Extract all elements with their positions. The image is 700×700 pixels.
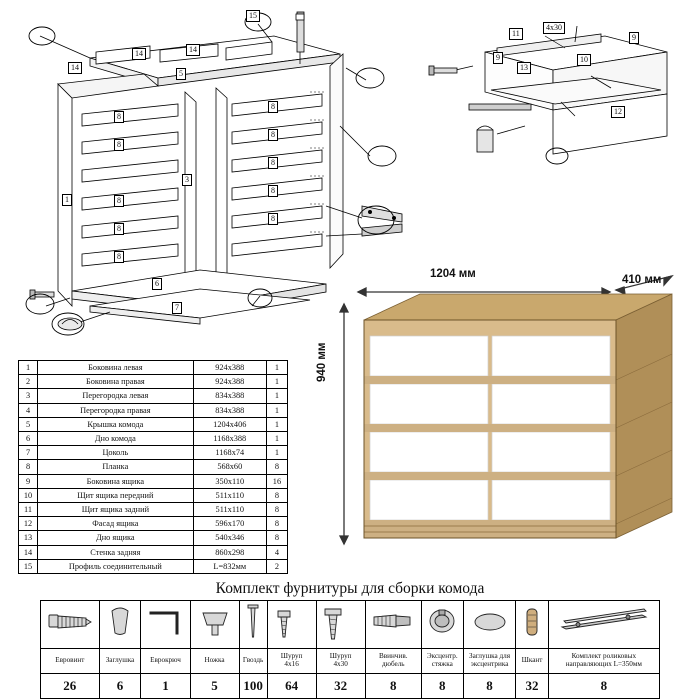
part-number: 9 <box>19 474 38 488</box>
part-name: Фасад ящика <box>38 517 194 531</box>
part-size: 540х346 <box>193 531 266 545</box>
part-number: 10 <box>19 488 38 502</box>
table-row <box>19 417 288 431</box>
table-row <box>19 375 288 389</box>
part-number: 15 <box>19 559 38 573</box>
nail-icon <box>239 601 267 649</box>
table-row <box>19 531 288 545</box>
part-number: 3 <box>19 389 38 403</box>
part-qty: 8 <box>266 503 287 517</box>
part-qty: 16 <box>266 474 287 488</box>
table-row <box>19 474 288 488</box>
drawer-callout-screw: 4х30 <box>543 22 565 34</box>
drawer-detail-diagram <box>425 6 690 171</box>
drawer-callout-11: 11 <box>509 28 523 40</box>
part-name: Планка <box>38 460 194 474</box>
part-number: 13 <box>19 531 38 545</box>
table-row <box>19 517 288 531</box>
part-size: 860х298 <box>193 545 266 559</box>
part-qty: 4 <box>266 545 287 559</box>
hardware-name: Шкант <box>516 649 548 674</box>
hardware-count: 8 <box>548 674 659 699</box>
part-name: Боковина левая <box>38 361 194 375</box>
part-size: L=832мм <box>193 559 266 573</box>
part-callout-8-a: 8 <box>114 111 124 123</box>
part-callout-14-mid: 14 <box>132 48 146 60</box>
hardware-name: Ножка <box>190 649 239 674</box>
hardware-name: Заглушка <box>99 649 141 674</box>
part-number: 6 <box>19 432 38 446</box>
euroscrew-icon <box>41 601 100 649</box>
allen-key-icon <box>141 601 190 649</box>
part-number: 4 <box>19 403 38 417</box>
hardware-count: 100 <box>239 674 267 699</box>
table-row <box>19 389 288 403</box>
hardware-name: Евровинт <box>41 649 100 674</box>
hardware-name: Шуруп 4х30 <box>316 649 365 674</box>
hardware-count: 8 <box>421 674 463 699</box>
part-size: 596х170 <box>193 517 266 531</box>
hardware-count: 26 <box>41 674 100 699</box>
part-name: Боковина правая <box>38 375 194 389</box>
product-dimensions-figure <box>316 262 692 572</box>
part-qty: 1 <box>266 446 287 460</box>
part-qty: 1 <box>266 361 287 375</box>
hardware-table <box>40 600 660 699</box>
part-qty: 1 <box>266 432 287 446</box>
hardware-name: Заглушка для эксцентрика <box>463 649 516 674</box>
part-callout-7: 7 <box>172 302 182 314</box>
table-row <box>19 460 288 474</box>
drawer-callout-9-left: 9 <box>493 52 503 64</box>
part-name: Цоколь <box>38 446 194 460</box>
part-name: Перегородка правая <box>38 403 194 417</box>
hardware-count: 5 <box>190 674 239 699</box>
part-qty: 1 <box>266 417 287 431</box>
part-callout-8-b: 8 <box>114 139 124 151</box>
part-name: Щит ящика задний <box>38 503 194 517</box>
hardware-name: Гвоздь <box>239 649 267 674</box>
part-number: 5 <box>19 417 38 431</box>
hardware-count: 64 <box>267 674 316 699</box>
part-callout-3: 3 <box>182 174 192 186</box>
part-callout-8-f: 8 <box>268 101 278 113</box>
dimension-depth-label: 410 мм <box>622 274 662 286</box>
parts-table <box>18 360 288 574</box>
part-name: Дно комода <box>38 432 194 446</box>
screw-4x30-icon <box>316 601 365 649</box>
table-row <box>19 446 288 460</box>
hardware-count: 8 <box>365 674 421 699</box>
slide-set-icon <box>548 601 659 649</box>
hardware-count: 32 <box>316 674 365 699</box>
table-row <box>19 488 288 502</box>
drawer-callout-12: 12 <box>611 106 625 118</box>
hardware-section-title: Комплект фурнитуры для сборки комода <box>215 580 485 597</box>
dowel-icon <box>516 601 548 649</box>
drawer-callout-13: 13 <box>517 62 531 74</box>
hardware-count: 1 <box>141 674 190 699</box>
part-size: 511х110 <box>193 503 266 517</box>
part-size: 834х388 <box>193 403 266 417</box>
part-callout-8-g: 8 <box>268 129 278 141</box>
table-row <box>19 545 288 559</box>
hardware-count: 8 <box>463 674 516 699</box>
table-row <box>19 432 288 446</box>
part-callout-8-i: 8 <box>268 185 278 197</box>
part-number: 8 <box>19 460 38 474</box>
hardware-count: 32 <box>516 674 548 699</box>
part-qty: 8 <box>266 517 287 531</box>
part-name: Крышка комода <box>38 417 194 431</box>
table-row <box>19 403 288 417</box>
part-callout-8-h: 8 <box>268 157 278 169</box>
hardware-count: 6 <box>99 674 141 699</box>
part-name: Профиль соединительный <box>38 559 194 573</box>
part-number: 2 <box>19 375 38 389</box>
hardware-name: Эксцентр. стяжка <box>421 649 463 674</box>
part-qty: 8 <box>266 488 287 502</box>
part-number: 12 <box>19 517 38 531</box>
part-name: Дно ящика <box>38 531 194 545</box>
hardware-name: Ввинчив. дюбель <box>365 649 421 674</box>
part-size: 350х110 <box>193 474 266 488</box>
part-callout-8-j: 8 <box>268 213 278 225</box>
part-number: 11 <box>19 503 38 517</box>
drawer-callout-10: 10 <box>577 54 591 66</box>
hardware-name: Шуруп 4х16 <box>267 649 316 674</box>
table-row <box>19 361 288 375</box>
dowel-screw-icon <box>365 601 421 649</box>
part-number: 14 <box>19 545 38 559</box>
part-qty: 2 <box>266 559 287 573</box>
cam-cap-icon <box>463 601 516 649</box>
part-number: 1 <box>19 361 38 375</box>
part-callout-14-left: 14 <box>68 62 82 74</box>
dimension-height-label: 940 мм <box>316 342 328 382</box>
part-size: 1168х388 <box>193 432 266 446</box>
table-row <box>19 503 288 517</box>
part-qty: 1 <box>266 375 287 389</box>
cam-lock-icon <box>421 601 463 649</box>
part-callout-1: 1 <box>62 194 72 206</box>
part-name: Щит ящика передний <box>38 488 194 502</box>
part-name: Боковина ящика <box>38 474 194 488</box>
part-callout-8-e: 8 <box>114 251 124 263</box>
table-row <box>19 559 288 573</box>
part-qty: 8 <box>266 531 287 545</box>
part-size: 1204х406 <box>193 417 266 431</box>
part-callout-8-c: 8 <box>114 195 124 207</box>
product-svg <box>320 262 692 572</box>
part-callout-15: 15 <box>246 10 260 22</box>
part-qty: 1 <box>266 389 287 403</box>
foot-icon <box>190 601 239 649</box>
part-callout-8-d: 8 <box>114 223 124 235</box>
hardware-name: Комплект роликовых направляющих L=350мм <box>548 649 659 674</box>
part-qty: 8 <box>266 460 287 474</box>
part-callout-14-right: 14 <box>186 44 200 56</box>
part-callout-6: 6 <box>152 278 162 290</box>
part-number: 7 <box>19 446 38 460</box>
drawer-callout-9-right: 9 <box>629 32 639 44</box>
part-size: 834х388 <box>193 389 266 403</box>
cap-icon <box>99 601 141 649</box>
part-name: Перегородка левая <box>38 389 194 403</box>
hardware-name: Еврокрюч <box>141 649 190 674</box>
part-qty: 1 <box>266 403 287 417</box>
part-name: Стенка задняя <box>38 545 194 559</box>
part-size: 924х388 <box>193 361 266 375</box>
dimension-width-label: 1204 мм <box>430 268 476 280</box>
part-size: 1168х74 <box>193 446 266 460</box>
part-size: 511х110 <box>193 488 266 502</box>
part-size: 924х388 <box>193 375 266 389</box>
part-callout-5: 5 <box>176 68 186 80</box>
screw-4x16-icon <box>267 601 316 649</box>
part-size: 568х60 <box>193 460 266 474</box>
